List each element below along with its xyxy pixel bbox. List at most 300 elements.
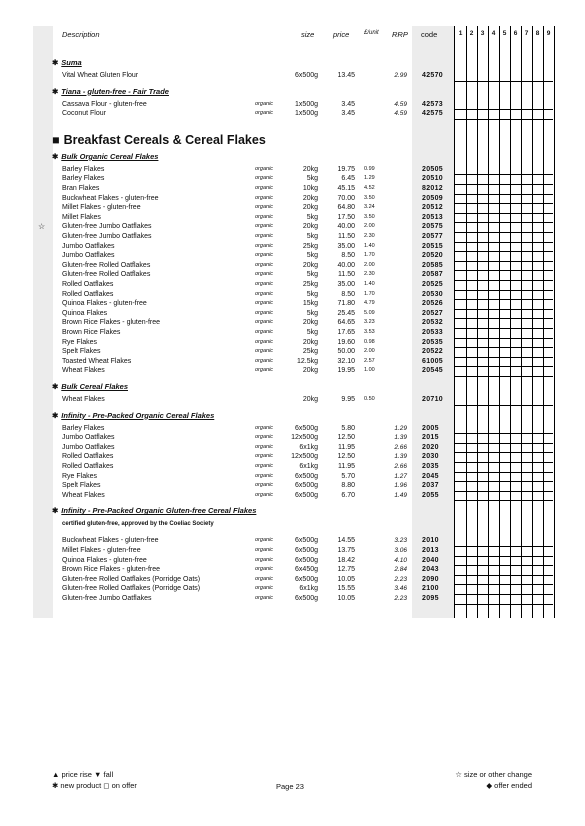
header-price: price <box>333 30 350 39</box>
product-size: 12.5kg <box>296 357 318 365</box>
product-row <box>0 261 585 271</box>
product-code: 20535 <box>422 338 443 346</box>
product-rrp: 3.46 <box>394 585 407 593</box>
product-rrp: 4.59 <box>394 100 407 108</box>
section-heading <box>52 133 266 147</box>
organic-label: organic <box>255 290 274 297</box>
organic-label: organic <box>255 309 274 316</box>
product-size: 5kg <box>306 252 318 260</box>
organic-label: organic <box>255 100 274 107</box>
legend-offer-ended: ◆ offer ended <box>486 781 532 790</box>
price-per-unit: 3.23 <box>364 319 375 326</box>
product-description: Jumbo Oatflakes <box>62 242 115 250</box>
product-price: 15.55 <box>337 585 355 593</box>
product-description: Brown Rice Flakes - gluten-free <box>62 566 161 574</box>
product-price: 71.80 <box>337 300 355 308</box>
product-row <box>0 280 585 290</box>
subsection-title: Suma <box>61 58 82 67</box>
organic-label: organic <box>255 575 274 582</box>
product-row <box>0 109 585 119</box>
section-title: Breakfast Cereals & Cereal Flakes <box>63 132 266 147</box>
product-size: 6x500g <box>295 537 318 545</box>
product-code: 20527 <box>422 309 443 317</box>
subsection-title: Infinity - Pre-Packed Organic Cereal Flakes <box>61 410 215 420</box>
product-row <box>0 290 585 300</box>
order-cells[interactable] <box>454 71 553 82</box>
product-code: 2010 <box>422 537 439 545</box>
product-size: 5kg <box>306 329 318 336</box>
organic-label: organic <box>255 329 274 335</box>
product-rrp: 3.06 <box>394 547 407 554</box>
product-row <box>0 270 585 280</box>
grid-column-number: 6 <box>513 30 518 37</box>
product-rrp: 2.66 <box>394 443 407 451</box>
product-price: 32.10 <box>337 357 355 365</box>
product-size: 1x500g <box>295 110 318 118</box>
product-row <box>0 584 585 594</box>
product-row <box>0 203 585 213</box>
product-code: 20533 <box>422 329 443 336</box>
product-code: 2037 <box>422 482 439 490</box>
organic-label: organic <box>255 453 274 460</box>
product-code: 20505 <box>422 165 443 173</box>
product-row <box>0 395 585 405</box>
organic-label: organic <box>255 482 274 489</box>
product-row <box>0 232 585 242</box>
product-size: 6x500g <box>295 595 318 602</box>
organic-label: organic <box>255 537 274 544</box>
product-description: Buckwheat Flakes - gluten-free <box>62 194 159 202</box>
product-row <box>0 424 585 434</box>
product-code: 82012 <box>422 185 443 192</box>
price-per-unit: 4.79 <box>364 300 375 307</box>
product-description: Jumbo Oatflakes <box>62 434 115 442</box>
price-per-unit: 3.50 <box>364 213 375 220</box>
product-row <box>0 433 585 443</box>
product-price: 11.50 <box>338 233 355 240</box>
price-per-unit: 1.70 <box>364 252 375 259</box>
product-description: Coconut Flour <box>62 110 106 118</box>
product-row <box>0 242 585 252</box>
product-size: 5kg <box>306 309 318 317</box>
product-code: 20587 <box>422 271 443 279</box>
subsection-title: Tiana - gluten-free - Fair Trade <box>61 86 169 96</box>
subsection-heading <box>52 87 169 96</box>
product-price: 5.80 <box>341 424 355 432</box>
price-per-unit: 0.50 <box>364 396 375 402</box>
product-row <box>0 222 585 232</box>
product-rrp: 2.84 <box>394 566 407 574</box>
product-size: 25kg <box>302 281 318 288</box>
product-row <box>0 536 585 546</box>
product-price: 25.45 <box>337 309 355 317</box>
organic-label: organic <box>255 213 274 220</box>
product-rrp: 4.59 <box>394 110 407 118</box>
certification-note: certified gluten-free, approved by the Coeliac Society <box>62 521 214 528</box>
product-code: 20526 <box>422 300 443 308</box>
product-description: Rye Flakes <box>62 338 98 346</box>
order-cells[interactable] <box>454 594 553 605</box>
product-size: 5kg <box>306 290 318 298</box>
product-price: 17.50 <box>337 213 355 221</box>
product-description: Spelt Flakes <box>62 482 101 490</box>
product-description: Gluten-free Rolled Oatflakes (Porridge Oats) <box>62 575 201 583</box>
product-description: Gluten-free Rolled Oatflakes <box>62 261 151 269</box>
product-size: 6x500g <box>295 472 318 480</box>
organic-label: organic <box>255 204 274 211</box>
product-code: 20532 <box>422 319 443 327</box>
order-cells[interactable] <box>454 395 553 406</box>
organic-label: organic <box>255 357 274 364</box>
organic-label: organic <box>255 547 274 553</box>
price-per-unit: 3.50 <box>364 194 375 201</box>
price-per-unit: 2.00 <box>364 261 375 268</box>
product-size: 6x1kg <box>299 443 318 451</box>
product-description: Vital Wheat Gluten Flour <box>62 72 139 79</box>
product-description: Quinoa Flakes <box>62 309 108 317</box>
organic-label: organic <box>255 566 274 573</box>
product-size: 6x500g <box>295 482 318 490</box>
product-rrp: 1.39 <box>394 453 407 461</box>
product-price: 12.50 <box>337 434 355 442</box>
product-row <box>0 165 585 175</box>
grid-column-number: 4 <box>491 30 496 37</box>
product-size: 6x1kg <box>299 585 318 593</box>
product-description: Rye Flakes <box>62 472 98 480</box>
product-code: 42573 <box>422 100 443 108</box>
organic-label: organic <box>255 223 274 230</box>
product-description: Quinoa Flakes - gluten-free <box>62 556 147 564</box>
organic-label: organic <box>255 348 274 355</box>
product-description: Rolled Oatflakes <box>62 290 114 298</box>
product-price: 10.05 <box>337 575 355 583</box>
product-code: 2040 <box>422 556 439 564</box>
product-size: 25kg <box>302 242 318 250</box>
new-product-icon: ✱ <box>52 151 59 161</box>
product-price: 64.80 <box>337 204 355 212</box>
organic-label: organic <box>255 338 274 345</box>
product-row <box>0 184 585 194</box>
subsection-heading <box>52 58 82 67</box>
product-price: 40.00 <box>337 223 355 231</box>
product-row <box>0 491 585 501</box>
organic-label: organic <box>255 165 274 172</box>
product-size: 6x450g <box>295 566 318 574</box>
organic-label: organic <box>255 319 274 326</box>
subsection-title: Bulk Cereal Flakes <box>61 382 128 391</box>
product-code: 20512 <box>422 204 443 212</box>
product-code: 2055 <box>422 491 439 499</box>
subsection-heading <box>52 411 214 420</box>
grid-column-number: 2 <box>469 30 474 37</box>
product-row <box>0 318 585 328</box>
product-row <box>0 338 585 348</box>
price-per-unit: 1.29 <box>364 175 375 182</box>
product-description: Quinoa Flakes - gluten-free <box>62 300 147 308</box>
product-description: Bran Flakes <box>62 185 100 192</box>
product-row <box>0 546 585 556</box>
product-size: 20kg <box>302 396 318 403</box>
product-row <box>0 556 585 566</box>
product-description: Millet Flakes - gluten-free <box>62 547 141 554</box>
product-size: 20kg <box>302 204 318 212</box>
product-code: 20530 <box>422 290 443 298</box>
product-row <box>0 309 585 319</box>
product-row <box>0 481 585 491</box>
grid-column-number: 1 <box>458 30 463 37</box>
product-rrp: 1.96 <box>394 482 407 490</box>
product-row <box>0 594 585 604</box>
product-description: Buckwheat Flakes - gluten-free <box>62 537 159 545</box>
organic-label: organic <box>255 300 274 307</box>
product-size: 20kg <box>302 165 318 173</box>
product-description: Rolled Oatflakes <box>62 463 114 470</box>
product-description: Cassava Flour - gluten-free <box>62 100 147 108</box>
product-row <box>0 452 585 462</box>
product-price: 14.55 <box>337 537 355 545</box>
price-per-unit: 1.40 <box>364 242 375 249</box>
product-price: 11.50 <box>338 271 355 279</box>
product-size: 12x500g <box>291 453 318 461</box>
product-description: Brown Rice Flakes - gluten-free <box>62 319 161 327</box>
product-code: 2020 <box>422 443 439 451</box>
product-size: 20kg <box>302 319 318 327</box>
product-size: 5kg <box>306 271 318 279</box>
header-description: Description <box>62 30 100 39</box>
organic-label: organic <box>255 233 274 239</box>
product-price: 45.15 <box>337 185 355 192</box>
organic-label: organic <box>255 434 274 441</box>
price-per-unit: 2.00 <box>364 223 375 230</box>
product-code: 20545 <box>422 367 443 375</box>
product-row <box>0 251 585 261</box>
product-code: 2015 <box>422 434 439 442</box>
product-description: Rolled Oatflakes <box>62 453 114 461</box>
product-price: 6.45 <box>341 175 355 183</box>
organic-label: organic <box>255 463 274 469</box>
organic-label: organic <box>255 556 274 563</box>
product-row <box>0 366 585 376</box>
organic-label: organic <box>255 281 274 287</box>
product-price: 10.05 <box>337 595 355 602</box>
organic-label: organic <box>255 595 274 601</box>
product-size: 5kg <box>306 213 318 221</box>
organic-label: organic <box>255 242 274 249</box>
product-description: Rolled Oatflakes <box>62 281 114 288</box>
legend-new-offer: ✱ new product ◻ on offer <box>52 781 137 790</box>
price-per-unit: 1.70 <box>364 290 375 297</box>
product-code: 2005 <box>422 424 439 432</box>
order-cells[interactable] <box>454 109 553 120</box>
product-price: 8.50 <box>341 290 355 298</box>
product-code: 20525 <box>422 281 443 288</box>
product-size: 20kg <box>302 223 318 231</box>
product-row <box>0 194 585 204</box>
product-price: 35.00 <box>337 242 355 250</box>
product-description: Wheat Flakes <box>62 396 105 403</box>
product-size: 15kg <box>302 300 318 308</box>
product-code: 2090 <box>422 575 439 583</box>
product-code: 20520 <box>422 252 443 260</box>
grid-column-number: 7 <box>524 30 529 37</box>
product-rrp: 2.23 <box>394 575 407 583</box>
product-description: Gluten-free Jumbo Oatflakes <box>62 595 152 602</box>
order-cells[interactable] <box>454 366 553 377</box>
legend-price-change: ▲ price rise ▼ fall <box>52 770 114 779</box>
product-price: 6.70 <box>341 491 355 499</box>
product-row <box>0 443 585 453</box>
organic-label: organic <box>255 472 274 479</box>
product-rrp: 1.27 <box>394 472 407 480</box>
grid-column-number: 5 <box>502 30 507 37</box>
product-description: Jumbo Oatflakes <box>62 443 115 451</box>
product-code: 20522 <box>422 348 443 356</box>
page-number: Page 23 <box>276 782 304 791</box>
product-size: 5kg <box>306 233 318 240</box>
header-code: code <box>421 30 438 39</box>
product-size: 1x500g <box>295 100 318 108</box>
product-size: 25kg <box>302 348 318 356</box>
product-price: 19.75 <box>337 165 355 173</box>
price-per-unit: 3.24 <box>364 204 375 211</box>
organic-label: organic <box>255 194 274 201</box>
subsection-heading <box>52 382 128 391</box>
product-row <box>0 299 585 309</box>
size-change-icon: ☆ <box>38 222 46 232</box>
product-price: 64.65 <box>337 319 355 327</box>
product-size: 20kg <box>302 261 318 269</box>
order-cells[interactable] <box>454 491 553 502</box>
product-price: 3.45 <box>341 110 355 118</box>
product-row <box>0 174 585 184</box>
product-price: 13.75 <box>337 547 355 554</box>
new-product-icon: ✱ <box>52 86 59 96</box>
product-code: 20585 <box>422 261 443 269</box>
product-rrp: 2.99 <box>394 72 407 79</box>
product-code: 61005 <box>422 357 443 365</box>
new-product-icon: ✱ <box>52 410 59 420</box>
product-description: Gluten-free Jumbo Oatflakes <box>62 233 152 240</box>
square-bullet-icon: ■ <box>52 132 60 147</box>
header-per-unit: £/unit <box>364 30 379 36</box>
product-row <box>0 347 585 357</box>
price-per-unit: 0.99 <box>364 165 375 172</box>
product-size: 6x1kg <box>299 463 318 470</box>
organic-label: organic <box>255 175 274 182</box>
product-rrp: 4.10 <box>394 556 407 564</box>
new-product-icon: ✱ <box>52 382 59 391</box>
product-size: 6x500g <box>295 72 318 79</box>
grid-column-number: 9 <box>546 30 551 37</box>
organic-label: organic <box>255 261 274 268</box>
product-code: 20509 <box>422 194 443 202</box>
product-code: 20513 <box>422 213 443 221</box>
product-row <box>0 462 585 472</box>
product-size: 6x500g <box>295 547 318 554</box>
organic-label: organic <box>255 424 274 431</box>
product-price: 70.00 <box>337 194 355 202</box>
product-description: Spelt Flakes <box>62 348 101 356</box>
product-price: 8.50 <box>341 252 355 260</box>
product-rrp: 1.49 <box>394 491 407 499</box>
product-code: 20577 <box>422 233 443 240</box>
product-price: 19.60 <box>337 338 355 346</box>
subsection-heading <box>52 506 256 515</box>
product-rrp: 3.23 <box>394 537 407 545</box>
new-product-icon: ✱ <box>52 506 59 516</box>
organic-label: organic <box>255 185 274 191</box>
product-size: 10kg <box>302 185 318 192</box>
product-rrp: 2.23 <box>394 595 407 602</box>
product-size: 6x500g <box>295 424 318 432</box>
product-row <box>0 328 585 338</box>
product-price: 19.95 <box>337 367 355 375</box>
product-price: 50.00 <box>337 348 355 356</box>
grid-column-number: 3 <box>480 30 485 37</box>
grid-column-number: 8 <box>535 30 540 37</box>
product-row <box>0 575 585 585</box>
product-price: 12.50 <box>337 453 355 461</box>
price-per-unit: 1.00 <box>364 367 375 374</box>
product-price: 17.65 <box>337 329 355 336</box>
product-row <box>0 213 585 223</box>
product-price: 5.70 <box>341 472 355 480</box>
product-description: Millet Flakes <box>62 213 101 221</box>
product-code: 2095 <box>422 595 439 602</box>
product-price: 13.45 <box>337 72 355 79</box>
price-per-unit: 2.30 <box>364 233 375 239</box>
organic-label: organic <box>255 110 274 117</box>
header-rrp: RRP <box>392 30 408 39</box>
organic-label: organic <box>255 252 274 259</box>
product-price: 3.45 <box>341 100 355 108</box>
organic-label: organic <box>255 367 274 374</box>
product-price: 11.95 <box>338 463 355 470</box>
subsection-title: Infinity - Pre-Packed Organic Gluten-free Cereal Flakes <box>61 506 257 516</box>
price-per-unit: 3.53 <box>364 329 375 335</box>
subsection-heading <box>52 152 158 161</box>
organic-label: organic <box>255 443 274 450</box>
organic-label: organic <box>255 271 274 278</box>
price-per-unit: 5.09 <box>364 309 375 316</box>
product-size: 12x500g <box>291 434 318 442</box>
price-per-unit: 2.57 <box>364 357 375 364</box>
product-description: Millet Flakes - gluten-free <box>62 204 141 212</box>
new-product-icon: ✱ <box>52 58 59 67</box>
product-price: 35.00 <box>337 281 355 288</box>
product-code: 42570 <box>422 72 443 79</box>
legend-size-change: ☆ size or other change <box>455 770 532 779</box>
product-code: 2100 <box>422 585 439 593</box>
header-size: size <box>301 30 315 39</box>
product-description: Gluten-free Rolled Oatflakes <box>62 271 151 279</box>
product-row <box>0 472 585 482</box>
price-per-unit: 1.40 <box>364 281 375 287</box>
product-rrp: 1.29 <box>394 424 407 432</box>
product-code: 2043 <box>422 566 439 574</box>
product-size: 5kg <box>306 175 318 183</box>
product-description: Wheat Flakes <box>62 491 105 499</box>
product-description: Barley Flakes <box>62 175 105 183</box>
product-rrp: 1.39 <box>394 434 407 442</box>
product-description: Barley Flakes <box>62 424 105 432</box>
price-per-unit: 2.30 <box>364 271 375 278</box>
product-description: Toasted Wheat Flakes <box>62 357 132 365</box>
product-code: 2030 <box>422 453 439 461</box>
price-per-unit: 2.00 <box>364 348 375 355</box>
product-code: 20510 <box>422 175 443 183</box>
product-description: Wheat Flakes <box>62 367 105 375</box>
